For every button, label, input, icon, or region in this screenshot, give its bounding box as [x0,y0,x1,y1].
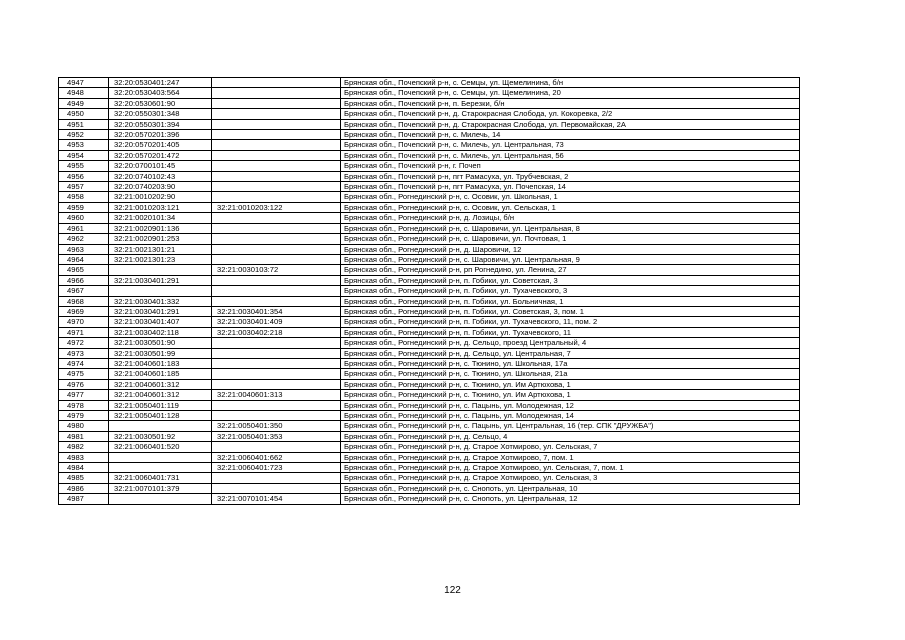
table-row [59,161,800,171]
related-cadastral-number-cell: 32:21:0070101:454 [212,494,341,504]
cadastral-number-cell: 32:20:0530601:90 [109,98,212,108]
cadastral-number-cell: 32:21:0030401:291 [109,275,212,285]
cadastral-number-cell [109,421,212,431]
address-cell: Брянская обл., Почепский р-н, г. Почеп [341,161,800,171]
cadastral-number-cell: 32:21:0030501:90 [109,338,212,348]
cadastral-number-cell: 32:21:0020901:136 [109,223,212,233]
cadastral-number-cell: 32:21:0020901:253 [109,234,212,244]
address-cell: Брянская обл., Рогнединский р-н, с. Пацынь, ул. Центральная, 16 (тер. СПК "ДРУЖБА") [341,421,800,431]
address-cell: Брянская обл., Почепский р-н, с. Милечь, ул. Центральная, 73 [341,140,800,150]
table-row [59,78,800,88]
address-cell: Брянская обл., Почепский р-н, д. Старокрасная Слобода, ул. Первомайская, 2А [341,119,800,129]
table-row [59,400,800,410]
row-number-cell: 4980 [59,421,109,431]
row-number-cell: 4964 [59,254,109,264]
cadastral-number-cell: 32:20:0550301:394 [109,119,212,129]
row-number-cell: 4960 [59,213,109,223]
row-number-cell: 4983 [59,452,109,462]
address-cell: Брянская обл., Почепский р-н, д. Старокрасная Слобода, ул. Кокоревка, 2/2 [341,109,800,119]
row-number-cell: 4953 [59,140,109,150]
cadastral-number-cell: 32:20:0570201:396 [109,130,212,140]
related-cadastral-number-cell [212,140,341,150]
address-cell: Брянская обл., Рогнединский р-н, с. Тюнино, ул. Школьная, 21а [341,369,800,379]
row-number-cell: 4956 [59,171,109,181]
cadastral-number-cell: 32:21:0030402:118 [109,327,212,337]
address-cell: Брянская обл., Рогнединский р-н, с. Тюнино, ул. Им Артюхова, 1 [341,390,800,400]
cadastral-number-cell: 32:20:0570201:472 [109,150,212,160]
row-number-cell: 4952 [59,130,109,140]
related-cadastral-number-cell [212,161,341,171]
row-number-cell: 4987 [59,494,109,504]
address-cell: Брянская обл., Рогнединский р-н, с. Шаровичи, ул. Центральная, 8 [341,223,800,233]
cadastral-number-cell: 32:21:0030401:332 [109,296,212,306]
related-cadastral-number-cell [212,369,341,379]
address-cell: Брянская обл., Почепский р-н, с. Милечь, 14 [341,130,800,140]
table-row [59,421,800,431]
related-cadastral-number-cell [212,171,341,181]
related-cadastral-number-cell [212,379,341,389]
address-cell: Брянская обл., Рогнединский р-н, с. Шаровичи, ул. Почтовая, 1 [341,234,800,244]
cadastral-number-cell: 32:21:0040601:312 [109,390,212,400]
table-row [59,192,800,202]
related-cadastral-number-cell: 32:21:0030103:72 [212,265,341,275]
table-row [59,150,800,160]
address-cell: Брянская обл., Рогнединский р-н, п. Гобики, ул. Советская, 3, пом. 1 [341,306,800,316]
table-row [59,463,800,473]
table-row [59,348,800,358]
table-row [59,494,800,504]
address-cell: Брянская обл., Почепский р-н, с. Семцы, ул. Щемелинина, б/н [341,78,800,88]
cadastral-number-cell: 32:21:0020101:34 [109,213,212,223]
table-row [59,275,800,285]
row-number-cell: 4959 [59,202,109,212]
cadastral-number-cell: 32:20:0740102:43 [109,171,212,181]
row-number-cell: 4957 [59,182,109,192]
table-row [59,98,800,108]
cadastral-number-cell: 32:21:0021301:23 [109,254,212,264]
table-row [59,130,800,140]
cadastral-number-cell: 32:21:0060401:731 [109,473,212,483]
table-body [59,78,800,505]
row-number-cell: 4963 [59,244,109,254]
row-number-cell: 4969 [59,306,109,316]
address-cell: Брянская обл., Почепский р-н, пгт Рамасуха, ул. Трубчевская, 2 [341,171,800,181]
row-number-cell: 4968 [59,296,109,306]
cadastral-number-cell [109,463,212,473]
address-cell: Брянская обл., Рогнединский р-н, с. Снопоть, ул. Центральная, 12 [341,494,800,504]
table-row [59,358,800,368]
table-row [59,265,800,275]
cadastral-number-cell: 32:20:0700101:45 [109,161,212,171]
cadastral-number-cell: 32:21:0030501:92 [109,431,212,441]
cadastral-number-cell [109,494,212,504]
row-number-cell: 4976 [59,379,109,389]
row-number-cell: 4950 [59,109,109,119]
table-row [59,306,800,316]
related-cadastral-number-cell: 32:21:0050401:353 [212,431,341,441]
related-cadastral-number-cell: 32:21:0010203:122 [212,202,341,212]
table-row [59,254,800,264]
cadastral-number-cell: 32:20:0530403:564 [109,88,212,98]
table-row [59,390,800,400]
related-cadastral-number-cell [212,130,341,140]
table-row [59,317,800,327]
related-cadastral-number-cell: 32:21:0060401:723 [212,463,341,473]
related-cadastral-number-cell: 32:21:0060401:662 [212,452,341,462]
address-cell: Брянская обл., Рогнединский р-н, д. Старое Хотмирово, ул. Сельская, 7, пом. 1 [341,463,800,473]
table-row [59,338,800,348]
address-cell: Брянская обл., Рогнединский р-н, п. Гобики, ул. Советская, 3 [341,275,800,285]
address-cell: Брянская обл., Рогнединский р-н, д. Сельцо, ул. Центральная, 7 [341,348,800,358]
cadastral-number-cell [109,265,212,275]
row-number-cell: 4948 [59,88,109,98]
table-row [59,213,800,223]
address-cell: Брянская обл., Рогнединский р-н, п. Гобики, ул. Тухачевского, 11, пом. 2 [341,317,800,327]
table-row [59,109,800,119]
row-number-cell: 4984 [59,463,109,473]
related-cadastral-number-cell [212,98,341,108]
row-number-cell: 4965 [59,265,109,275]
table-row [59,202,800,212]
table-row [59,369,800,379]
row-number-cell: 4978 [59,400,109,410]
cadastral-number-cell: 32:21:0050401:128 [109,411,212,421]
cadastral-number-cell: 32:20:0740203:90 [109,182,212,192]
address-cell: Брянская обл., Рогнединский р-н, д. Лозицы, б/н [341,213,800,223]
table-row [59,473,800,483]
row-number-cell: 4975 [59,369,109,379]
address-cell: Брянская обл., Рогнединский р-н, д. Старое Хотмирово, ул. Сельская, 7 [341,442,800,452]
cadastral-number-cell [109,452,212,462]
related-cadastral-number-cell [212,348,341,358]
row-number-cell: 4970 [59,317,109,327]
row-number-cell: 4958 [59,192,109,202]
row-number-cell: 4947 [59,78,109,88]
cadastral-number-cell: 32:21:0030401:291 [109,306,212,316]
row-number-cell: 4973 [59,348,109,358]
property-register-table [58,77,800,505]
address-cell: Брянская обл., Рогнединский р-н, с. Снопоть, ул. Центральная, 10 [341,483,800,493]
related-cadastral-number-cell [212,483,341,493]
address-cell: Брянская обл., Почепский р-н, с. Семцы, ул. Щемелинина, 20 [341,88,800,98]
related-cadastral-number-cell [212,119,341,129]
row-number-cell: 4949 [59,98,109,108]
related-cadastral-number-cell [212,150,341,160]
row-number-cell: 4982 [59,442,109,452]
address-cell: Брянская обл., Рогнединский р-н, с. Шаровичи, ул. Центральная, 9 [341,254,800,264]
address-cell: Брянская обл., Рогнединский р-н, д. Старое Хотмирово, ул. Сельская, 3 [341,473,800,483]
related-cadastral-number-cell [212,78,341,88]
row-number-cell: 4966 [59,275,109,285]
address-cell: Брянская обл., Рогнединский р-н, с. Пацынь, ул. Молодежная, 14 [341,411,800,421]
cadastral-number-cell: 32:21:0070101:379 [109,483,212,493]
table-row [59,327,800,337]
address-cell: Брянская обл., Рогнединский р-н, д. Старое Хотмирово, 7, пом. 1 [341,452,800,462]
related-cadastral-number-cell [212,192,341,202]
cadastral-number-cell: 32:20:0550301:348 [109,109,212,119]
table-row [59,88,800,98]
table-row [59,140,800,150]
row-number-cell: 4981 [59,431,109,441]
related-cadastral-number-cell [212,400,341,410]
address-cell: Брянская обл., Рогнединский р-н, с. Тюнино, ул. Школьная, 17а [341,358,800,368]
table-row [59,452,800,462]
cadastral-number-cell: 32:20:0570201:405 [109,140,212,150]
row-number-cell: 4972 [59,338,109,348]
row-number-cell: 4977 [59,390,109,400]
table-row [59,223,800,233]
related-cadastral-number-cell [212,473,341,483]
cadastral-number-cell [109,286,212,296]
page-number: 122 [444,585,461,596]
row-number-cell: 4967 [59,286,109,296]
related-cadastral-number-cell: 32:21:0030401:354 [212,306,341,316]
address-cell: Брянская обл., Рогнединский р-н, п. Гобики, ул. Тухачевского, 3 [341,286,800,296]
related-cadastral-number-cell [212,109,341,119]
cadastral-number-cell: 32:21:0040601:312 [109,379,212,389]
related-cadastral-number-cell [212,88,341,98]
related-cadastral-number-cell [212,275,341,285]
related-cadastral-number-cell [212,296,341,306]
address-cell: Брянская обл., Рогнединский р-н, с. Тюнино, ул. Им Артюхова, 1 [341,379,800,389]
address-cell: Брянская обл., Рогнединский р-н, д. Сельцо, 4 [341,431,800,441]
related-cadastral-number-cell [212,358,341,368]
row-number-cell: 4961 [59,223,109,233]
related-cadastral-number-cell: 32:21:0040601:313 [212,390,341,400]
row-number-cell: 4954 [59,150,109,160]
cadastral-number-cell: 32:21:0060401:520 [109,442,212,452]
table-row [59,119,800,129]
related-cadastral-number-cell [212,213,341,223]
row-number-cell: 4955 [59,161,109,171]
related-cadastral-number-cell [212,338,341,348]
address-cell: Брянская обл., Рогнединский р-н, с. Осовик, ул. Сельская, 1 [341,202,800,212]
table-row [59,379,800,389]
address-cell: Брянская обл., Почепский р-н, с. Милечь, ул. Центральная, 56 [341,150,800,160]
cadastral-number-cell: 32:21:0021301:21 [109,244,212,254]
related-cadastral-number-cell [212,223,341,233]
related-cadastral-number-cell: 32:21:0030402:218 [212,327,341,337]
address-cell: Брянская обл., Рогнединский р-н, п. Гобики, ул. Тухачевского, 11 [341,327,800,337]
row-number-cell: 4971 [59,327,109,337]
table-row [59,286,800,296]
related-cadastral-number-cell [212,244,341,254]
cadastral-number-cell: 32:21:0030401:407 [109,317,212,327]
row-number-cell: 4979 [59,411,109,421]
table-row [59,244,800,254]
table-row [59,296,800,306]
related-cadastral-number-cell [212,411,341,421]
related-cadastral-number-cell [212,442,341,452]
related-cadastral-number-cell [212,234,341,244]
address-cell: Брянская обл., Рогнединский р-н, с. Пацынь, ул. Молодежная, 12 [341,400,800,410]
address-cell: Брянская обл., Рогнединский р-н, д. Шаровичи, 12 [341,244,800,254]
related-cadastral-number-cell [212,254,341,264]
row-number-cell: 4986 [59,483,109,493]
table-row [59,182,800,192]
row-number-cell: 4985 [59,473,109,483]
table-row [59,171,800,181]
address-cell: Брянская обл., Рогнединский р-н, рп Рогнедино, ул. Ленина, 27 [341,265,800,275]
address-cell: Брянская обл., Почепский р-н, пгт Рамасуха, ул. Почепская, 14 [341,182,800,192]
cadastral-number-cell: 32:20:0530401:247 [109,78,212,88]
related-cadastral-number-cell: 32:21:0050401:350 [212,421,341,431]
row-number-cell: 4962 [59,234,109,244]
table-row [59,442,800,452]
table-row [59,431,800,441]
related-cadastral-number-cell [212,286,341,296]
cadastral-number-cell: 32:21:0040601:183 [109,358,212,368]
table-row [59,234,800,244]
address-cell: Брянская обл., Рогнединский р-н, п. Гобики, ул. Больничная, 1 [341,296,800,306]
related-cadastral-number-cell [212,182,341,192]
cadastral-number-cell: 32:21:0030501:99 [109,348,212,358]
table-row [59,483,800,493]
row-number-cell: 4951 [59,119,109,129]
cadastral-number-cell: 32:21:0050401:119 [109,400,212,410]
cadastral-number-cell: 32:21:0010202:90 [109,192,212,202]
address-cell: Брянская обл., Рогнединский р-н, д. Сельцо, проезд Центральный, 4 [341,338,800,348]
address-cell: Брянская обл., Почепский р-н, п. Березки, б/н [341,98,800,108]
row-number-cell: 4974 [59,358,109,368]
cadastral-number-cell: 32:21:0040601:185 [109,369,212,379]
cadastral-number-cell: 32:21:0010203:121 [109,202,212,212]
table-row [59,411,800,421]
related-cadastral-number-cell: 32:21:0030401:409 [212,317,341,327]
address-cell: Брянская обл., Рогнединский р-н, с. Осовик, ул. Школьная, 1 [341,192,800,202]
